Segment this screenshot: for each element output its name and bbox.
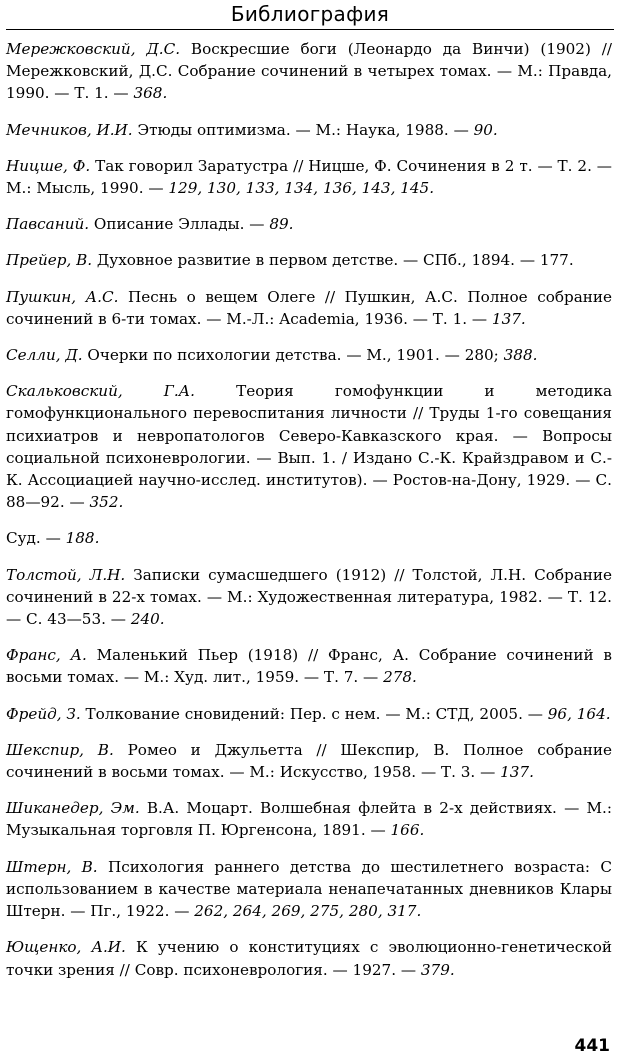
entry-author: Ющенко, А.И.: [6, 938, 126, 957]
entry-text: Ромео и Джульетта // Шекспир, В. Полное собрание сочинений в восьми томах. — М.: Искусство, 1958. — Т. 3. —: [6, 740, 613, 782]
bibliography-entry: [6, 644, 612, 688]
bibliography-entry: [6, 856, 612, 923]
bibliography-entry: [6, 286, 612, 330]
entry-pages: 379.: [420, 960, 455, 979]
entry-pages: 388.: [503, 346, 538, 365]
bibliography-list: [6, 38, 612, 995]
bibliography-entry: [6, 936, 612, 980]
entry-pages: 262, 264, 269, 275, 280, 317.: [194, 902, 422, 921]
bibliography-entry: [6, 380, 612, 513]
entry-author: Пушкин, А.С.: [6, 287, 119, 306]
entry-pages: 89.: [269, 215, 294, 234]
entry-author: Мечников, И.И.: [6, 120, 133, 139]
entry-author: Селли, Д.: [6, 346, 83, 365]
entry-text: Воскресшие боги (Леонардо да Винчи) (1902) // Мережковский, Д.С. Собрание сочинений в четырех томах. — М.: Правда, 1990. — Т. 1. —: [6, 40, 613, 103]
entry-text: Толкование сновидений: Пер. с нем. — М.: СТД, 2005. —: [80, 704, 548, 723]
entry-author: Прейер, В.: [6, 251, 93, 270]
bibliography-entry: [6, 344, 612, 366]
entry-author: Шекспир, В.: [6, 740, 114, 759]
entry-pages: 90.: [473, 120, 498, 139]
entry-text: Очерки по психологии детства. — М., 1901. — 280;: [82, 346, 504, 365]
bibliography-entry: [6, 155, 612, 199]
bibliography-entry: [6, 703, 612, 725]
entry-text: Описание Эллады. —: [89, 215, 270, 234]
entry-author: Скальковский, Г.А.: [6, 382, 195, 401]
entry-pages: 352.: [89, 493, 124, 512]
running-header: [6, 0, 614, 30]
entry-pages: 96, 164.: [547, 704, 611, 723]
bibliography-entry: [6, 249, 612, 271]
bibliography-entry: [6, 213, 612, 235]
entry-pages: 129, 130, 133, 134, 136, 143, 145.: [168, 179, 435, 198]
entry-text: Маленький Пьер (1918) // Франс, А. Собрание сочинений в восьми томах. — М.: Худ. лит., 1959. — Т. 7. —: [6, 646, 612, 687]
bibliography-entry: [6, 119, 612, 141]
entry-text: Так говорил Заратустра // Ницше, Ф. Сочинения в 2 т. — Т. 2. — М.: Мысль, 1990. —: [6, 156, 612, 198]
entry-text: Записки сумасшедшего (1912) // Толстой, Л.Н. Собрание сочинений в 22-х томах. — М.: Художественная литература, 1982. — Т. 12. — С. 43—53. —: [6, 565, 612, 629]
entry-text: Духовное развитие в первом детстве. — СПб., 1894. — 177.: [92, 251, 574, 270]
entry-pages: 137.: [500, 763, 534, 782]
entry-author: Шиканедер, Эм.: [6, 799, 140, 818]
entry-pages: 240.: [130, 610, 165, 629]
bibliography-entry: [6, 38, 612, 105]
entry-author: Фрейд, З.: [6, 704, 81, 723]
entry-author: Штерн, В.: [6, 857, 98, 876]
entry-pages: 278.: [383, 668, 417, 687]
entry-text: Теория гомофункции и методика гомофункционального перевоспитания личности // Труды 1-го совещания психиатров и невропатологов Северо-Кавказского края. — Вопросы социальной психоневрологии. — Вып. 1. / Издано С.-К. Крайздравом и С.-К. Ассоциацией научно-исслед. институтов). — Ростов-на-Дону, 1929. — С. 88—92. —: [6, 382, 612, 512]
entry-text: Песнь о вещем Олеге // Пушкин, А.С. Полное собрание сочинений в 6-ти томах. — М.-Л.: Academia, 1936. — Т. 1. —: [6, 287, 612, 328]
bibliography-entry: [6, 527, 612, 549]
entry-author: Ницше, Ф.: [6, 156, 91, 175]
entry-text: Психология раннего детства до шестилетнего возраста: С использованием в качестве материала ненапечатанных дневников Клары Штерн. — Пг., 1922. —: [6, 857, 612, 921]
bibliography-entry: [6, 739, 612, 783]
entry-text: В.А. Моцарт. Волшебная флейта в 2-х действиях. — М.: Музыкальная торговля П. Юргенсона, 1891. —: [6, 799, 612, 840]
entry-text: Этюды оптимизма. — М.: Наука, 1988. —: [132, 120, 474, 139]
entry-pages: 137.: [491, 309, 526, 328]
entry-author: Мережковский, Д.С.: [6, 40, 181, 58]
bibliography-entry: [6, 797, 612, 841]
bibliography-entry: [6, 564, 612, 631]
entry-author: Толстой, Л.Н.: [6, 565, 126, 584]
entry-author: Франс, А.: [6, 646, 87, 665]
entry-pages: 188.: [65, 529, 100, 548]
page-number: 441: [574, 1036, 610, 1056]
entry-text: К учению о конституциях с эволюционно-генетической точки зрения // Совр. психоневрология. — 1927. —: [6, 938, 612, 979]
entry-author: Павсаний.: [6, 215, 90, 234]
entry-pages: 166.: [390, 821, 425, 840]
entry-text: Суд. —: [6, 529, 66, 548]
entry-pages: 368.: [133, 84, 168, 103]
header-title: Библиография: [230, 2, 390, 26]
